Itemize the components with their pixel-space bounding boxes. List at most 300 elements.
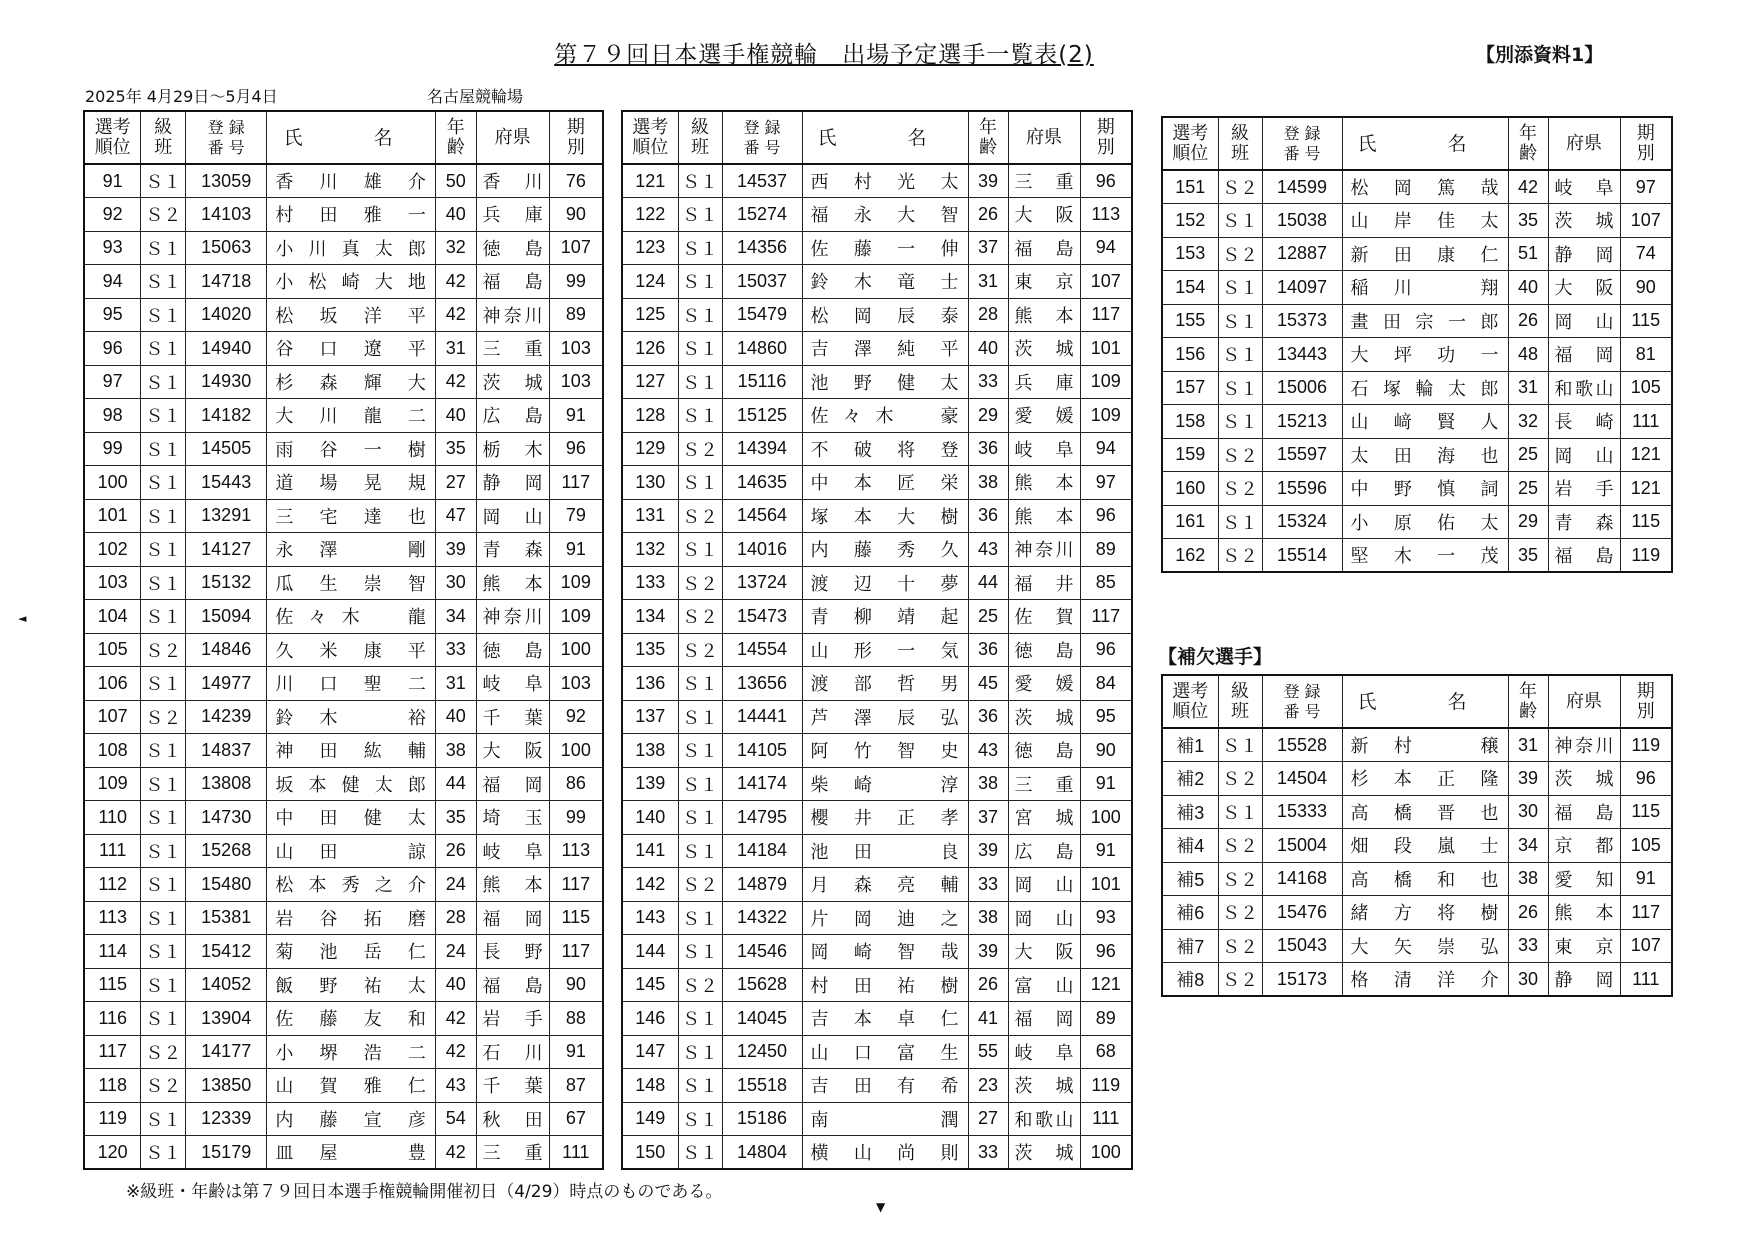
cell-reg-number: 15597 xyxy=(1262,438,1342,472)
cell-prefecture: 静岡 xyxy=(1548,237,1620,271)
cell-period: 89 xyxy=(549,298,603,332)
cell-reg-number: 12339 xyxy=(186,1102,267,1136)
cell-name: 吉田有希 xyxy=(802,1069,968,1103)
cell-age: 36 xyxy=(968,700,1008,734)
cell-reg-number: 15173 xyxy=(1262,963,1342,997)
cell-age: 27 xyxy=(968,1102,1008,1136)
cell-prefecture: 岐阜 xyxy=(476,667,549,701)
table-row xyxy=(622,432,1132,466)
cell-name: 太田海也 xyxy=(1342,438,1508,472)
header-name: 氏 名 xyxy=(1342,117,1508,170)
table-row xyxy=(622,1136,1132,1170)
cell-prefecture: 千葉 xyxy=(476,700,549,734)
header-period: 期 別 xyxy=(1620,117,1672,170)
cell-prefecture: 岡山 xyxy=(476,499,549,533)
cell-age: 35 xyxy=(1508,204,1548,238)
cell-name: 菊池岳仁 xyxy=(267,935,436,969)
cell-name: 松本秀之介 xyxy=(267,868,436,902)
cell-period: 119 xyxy=(1620,728,1672,762)
cell-class: Ｓ２ xyxy=(1218,963,1262,997)
cell-reg-number: 15514 xyxy=(1262,539,1342,573)
table-row xyxy=(622,1102,1132,1136)
cell-rank: 153 xyxy=(1162,237,1218,271)
cell-reg-number: 15006 xyxy=(1262,371,1342,405)
table-row xyxy=(84,566,603,600)
cell-name: 杉森輝大 xyxy=(267,365,436,399)
cell-age: 42 xyxy=(435,1035,476,1069)
cell-period: 117 xyxy=(549,935,603,969)
cell-age: 34 xyxy=(435,600,476,634)
cell-class: Ｓ２ xyxy=(1218,237,1262,271)
cell-reg-number: 15037 xyxy=(722,265,802,299)
cell-age: 42 xyxy=(435,365,476,399)
table-row xyxy=(1162,304,1672,338)
cell-class: Ｓ２ xyxy=(1218,438,1262,472)
cell-reg-number: 14016 xyxy=(722,533,802,567)
cell-rank: 131 xyxy=(622,499,678,533)
cell-class: Ｓ１ xyxy=(678,1069,722,1103)
cell-prefecture: 佐賀 xyxy=(1008,600,1080,634)
cell-reg-number: 15628 xyxy=(722,968,802,1002)
cell-reg-number: 15004 xyxy=(1262,829,1342,863)
header-period: 期 別 xyxy=(1080,111,1132,164)
cell-period: 91 xyxy=(549,399,603,433)
cell-prefecture: 熊本 xyxy=(1008,466,1080,500)
cell-rank: 補6 xyxy=(1162,896,1218,930)
cell-reg-number: 14174 xyxy=(722,767,802,801)
cell-rank: 91 xyxy=(84,164,141,198)
cell-class: Ｓ２ xyxy=(678,633,722,667)
cell-age: 43 xyxy=(968,533,1008,567)
cell-name: 瓜生崇智 xyxy=(267,566,436,600)
cell-prefecture: 茨城 xyxy=(1008,332,1080,366)
cell-period: 121 xyxy=(1080,968,1132,1002)
cell-reg-number: 15473 xyxy=(722,600,802,634)
cell-reg-number: 13291 xyxy=(186,499,267,533)
cell-age: 30 xyxy=(435,566,476,600)
left-arrow-icon: ◄ xyxy=(18,612,27,625)
cell-class: Ｓ１ xyxy=(1218,795,1262,829)
cell-name: 山形一気 xyxy=(802,633,968,667)
cell-reg-number: 15443 xyxy=(186,466,267,500)
cell-period: 85 xyxy=(1080,566,1132,600)
cell-class: Ｓ１ xyxy=(141,466,186,500)
cell-reg-number: 15274 xyxy=(722,198,802,232)
table-row xyxy=(1162,472,1672,506)
cell-age: 38 xyxy=(968,466,1008,500)
header-rank: 選考 順位 xyxy=(1162,117,1218,170)
cell-period: 113 xyxy=(1080,198,1132,232)
cell-name: 櫻井正孝 xyxy=(802,801,968,835)
cell-class: Ｓ１ xyxy=(678,767,722,801)
cell-reg-number: 14837 xyxy=(186,734,267,768)
cell-name: 小原佑太 xyxy=(1342,505,1508,539)
cell-period: 95 xyxy=(1080,700,1132,734)
cell-age: 26 xyxy=(1508,304,1548,338)
cell-reg-number: 15479 xyxy=(722,298,802,332)
cell-rank: 100 xyxy=(84,466,141,500)
cell-prefecture: 福岡 xyxy=(476,767,549,801)
cell-age: 25 xyxy=(1508,472,1548,506)
cell-prefecture: 茨城 xyxy=(1008,1069,1080,1103)
cell-rank: 補2 xyxy=(1162,762,1218,796)
cell-prefecture: 熊本 xyxy=(476,868,549,902)
cell-age: 39 xyxy=(968,164,1008,198)
cell-class: Ｓ１ xyxy=(1218,204,1262,238)
cell-reg-number: 14879 xyxy=(722,868,802,902)
table-row xyxy=(84,801,603,835)
table-row xyxy=(1162,929,1672,963)
cell-reg-number: 14599 xyxy=(1262,170,1342,204)
table-row xyxy=(84,298,603,332)
cell-age: 26 xyxy=(968,968,1008,1002)
header-class: 級 班 xyxy=(141,111,186,164)
table-row xyxy=(1162,539,1672,573)
cell-rank: 130 xyxy=(622,466,678,500)
cell-reg-number: 15125 xyxy=(722,399,802,433)
table-row xyxy=(622,198,1132,232)
cell-reg-number: 14239 xyxy=(186,700,267,734)
cell-rank: 116 xyxy=(84,1002,141,1036)
cell-name: 香川雄介 xyxy=(267,164,436,198)
cell-rank: 133 xyxy=(622,566,678,600)
cell-period: 91 xyxy=(1080,834,1132,868)
cell-class: Ｓ１ xyxy=(141,566,186,600)
cell-class: Ｓ２ xyxy=(1218,862,1262,896)
cell-name: 小松崎大地 xyxy=(267,265,436,299)
cell-period: 90 xyxy=(549,968,603,1002)
cell-prefecture: 石川 xyxy=(476,1035,549,1069)
cell-prefecture: 福岡 xyxy=(1548,338,1620,372)
cell-prefecture: 熊本 xyxy=(1548,896,1620,930)
cell-prefecture: 福島 xyxy=(1548,539,1620,573)
cell-period: 111 xyxy=(1080,1102,1132,1136)
cell-reg-number: 15038 xyxy=(1262,204,1342,238)
cell-period: 115 xyxy=(549,901,603,935)
cell-reg-number: 15213 xyxy=(1262,405,1342,439)
cell-period: 100 xyxy=(549,734,603,768)
roster-table-1 xyxy=(83,110,604,1170)
cell-rank: 160 xyxy=(1162,472,1218,506)
table-row xyxy=(84,734,603,768)
cell-rank: 142 xyxy=(622,868,678,902)
cell-prefecture: 徳島 xyxy=(1008,734,1080,768)
table-row xyxy=(622,1069,1132,1103)
header-reg-number: 登 録 番 号 xyxy=(186,111,267,164)
header-period: 期 別 xyxy=(1620,675,1672,728)
header-period: 期 別 xyxy=(549,111,603,164)
cell-age: 44 xyxy=(968,566,1008,600)
cell-name: 畫田宗一郎 xyxy=(1342,304,1508,338)
cell-class: Ｓ１ xyxy=(678,164,722,198)
cell-period: 107 xyxy=(549,231,603,265)
cell-age: 55 xyxy=(968,1035,1008,1069)
cell-age: 40 xyxy=(435,198,476,232)
cell-prefecture: 東京 xyxy=(1548,929,1620,963)
cell-prefecture: 千葉 xyxy=(476,1069,549,1103)
cell-age: 32 xyxy=(1508,405,1548,439)
cell-reg-number: 15381 xyxy=(186,901,267,935)
cell-period: 96 xyxy=(1080,935,1132,969)
cell-period: 86 xyxy=(549,767,603,801)
cell-name: 塚本大樹 xyxy=(802,499,968,533)
cell-rank: 補4 xyxy=(1162,829,1218,863)
table-row xyxy=(622,935,1132,969)
cell-reg-number: 13904 xyxy=(186,1002,267,1036)
cell-name: 佐々木 龍 xyxy=(267,600,436,634)
cell-age: 39 xyxy=(435,533,476,567)
cell-name: 小堺浩二 xyxy=(267,1035,436,1069)
cell-name: 格清洋介 xyxy=(1342,963,1508,997)
table-row xyxy=(622,533,1132,567)
cell-age: 36 xyxy=(968,499,1008,533)
cell-period: 67 xyxy=(549,1102,603,1136)
cell-name: 吉本卓仁 xyxy=(802,1002,968,1036)
cell-reg-number: 12450 xyxy=(722,1035,802,1069)
cell-age: 42 xyxy=(1508,170,1548,204)
cell-period: 101 xyxy=(1080,332,1132,366)
cell-reg-number: 15186 xyxy=(722,1102,802,1136)
cell-prefecture: 熊本 xyxy=(1008,499,1080,533)
table-row xyxy=(622,298,1132,332)
cell-reg-number: 14795 xyxy=(722,801,802,835)
cell-prefecture: 大阪 xyxy=(1008,198,1080,232)
cell-class: Ｓ１ xyxy=(141,935,186,969)
cell-rank: 107 xyxy=(84,700,141,734)
cell-rank: 105 xyxy=(84,633,141,667)
cell-rank: 99 xyxy=(84,432,141,466)
table-row xyxy=(622,1035,1132,1069)
cell-name: 杉本正隆 xyxy=(1342,762,1508,796)
cell-class: Ｓ１ xyxy=(1218,271,1262,305)
cell-age: 23 xyxy=(968,1069,1008,1103)
cell-rank: 92 xyxy=(84,198,141,232)
table-row xyxy=(1162,271,1672,305)
table-row xyxy=(84,1069,603,1103)
table-row xyxy=(84,834,603,868)
cell-age: 54 xyxy=(435,1102,476,1136)
cell-prefecture: 茨城 xyxy=(1548,762,1620,796)
cell-prefecture: 兵庫 xyxy=(1008,365,1080,399)
cell-reg-number: 14635 xyxy=(722,466,802,500)
cell-rank: 139 xyxy=(622,767,678,801)
cell-prefecture: 長野 xyxy=(476,935,549,969)
cell-period: 100 xyxy=(1080,1136,1132,1170)
cell-rank: 151 xyxy=(1162,170,1218,204)
cell-name: 飯野祐太 xyxy=(267,968,436,1002)
cell-period: 96 xyxy=(1080,633,1132,667)
cell-name: 西村光太 xyxy=(802,164,968,198)
cell-class: Ｓ１ xyxy=(141,432,186,466)
cell-name: 村田祐樹 xyxy=(802,968,968,1002)
cell-class: Ｓ１ xyxy=(141,801,186,835)
document-title: 第７９回日本選手権競輪 出場予定選手一覧表(2) xyxy=(554,42,1094,68)
cell-period: 119 xyxy=(1620,539,1672,573)
cell-name: 月森亮輔 xyxy=(802,868,968,902)
cell-prefecture: 秋田 xyxy=(476,1102,549,1136)
cell-rank: 補1 xyxy=(1162,728,1218,762)
cell-name: 横山尚則 xyxy=(802,1136,968,1170)
cell-class: Ｓ１ xyxy=(1218,728,1262,762)
cell-period: 96 xyxy=(549,432,603,466)
cell-name: 青柳靖起 xyxy=(802,600,968,634)
cell-rank: 132 xyxy=(622,533,678,567)
roster-table-2 xyxy=(621,110,1133,1170)
cell-class: Ｓ２ xyxy=(678,432,722,466)
cell-prefecture: 茨城 xyxy=(1008,1136,1080,1170)
cell-rank: 127 xyxy=(622,365,678,399)
cell-age: 35 xyxy=(435,801,476,835)
cell-reg-number: 14860 xyxy=(722,332,802,366)
cell-name: 中野慎詞 xyxy=(1342,472,1508,506)
cell-rank: 94 xyxy=(84,265,141,299)
cell-rank: 98 xyxy=(84,399,141,433)
cell-rank: 122 xyxy=(622,198,678,232)
cell-reg-number: 14546 xyxy=(722,935,802,969)
cell-reg-number: 15373 xyxy=(1262,304,1342,338)
cell-reg-number: 15179 xyxy=(186,1136,267,1170)
cell-prefecture: 神奈川 xyxy=(476,298,549,332)
cell-name: 福永大智 xyxy=(802,198,968,232)
table-row xyxy=(84,600,603,634)
cell-reg-number: 14505 xyxy=(186,432,267,466)
cell-rank: 150 xyxy=(622,1136,678,1170)
cell-age: 37 xyxy=(968,231,1008,265)
cell-prefecture: 宮城 xyxy=(1008,801,1080,835)
cell-name: 山口富生 xyxy=(802,1035,968,1069)
header-row xyxy=(84,111,603,164)
cell-age: 41 xyxy=(968,1002,1008,1036)
cell-rank: 155 xyxy=(1162,304,1218,338)
cell-age: 37 xyxy=(968,801,1008,835)
cell-period: 97 xyxy=(1080,466,1132,500)
cell-rank: 162 xyxy=(1162,539,1218,573)
cell-age: 43 xyxy=(435,1069,476,1103)
cell-class: Ｓ２ xyxy=(678,600,722,634)
header-prefecture: 府県 xyxy=(1548,117,1620,170)
cell-rank: 112 xyxy=(84,868,141,902)
cell-class: Ｓ１ xyxy=(678,1035,722,1069)
cell-reg-number: 14394 xyxy=(722,432,802,466)
cell-prefecture: 茨城 xyxy=(476,365,549,399)
cell-class: Ｓ１ xyxy=(1218,304,1262,338)
cell-rank: 135 xyxy=(622,633,678,667)
cell-rank: 補7 xyxy=(1162,929,1218,963)
cell-prefecture: 東京 xyxy=(1008,265,1080,299)
cell-age: 26 xyxy=(1508,896,1548,930)
table-row xyxy=(84,633,603,667)
cell-period: 96 xyxy=(1080,164,1132,198)
table-row xyxy=(622,901,1132,935)
cell-reg-number: 14020 xyxy=(186,298,267,332)
cell-age: 33 xyxy=(968,365,1008,399)
cell-prefecture: 福岡 xyxy=(476,901,549,935)
cell-prefecture: 和歌山 xyxy=(1008,1102,1080,1136)
cell-name: 高橋晋也 xyxy=(1342,795,1508,829)
cell-prefecture: 大阪 xyxy=(1008,935,1080,969)
cell-prefecture: 岩手 xyxy=(1548,472,1620,506)
cell-prefecture: 愛媛 xyxy=(1008,399,1080,433)
table-row xyxy=(1162,862,1672,896)
substitutes-table xyxy=(1161,674,1673,997)
table-row xyxy=(622,700,1132,734)
cell-name: 谷口遼平 xyxy=(267,332,436,366)
table-row xyxy=(622,1002,1132,1036)
cell-rank: 110 xyxy=(84,801,141,835)
cell-name: 畑段嵐士 xyxy=(1342,829,1508,863)
cell-rank: 159 xyxy=(1162,438,1218,472)
cell-period: 100 xyxy=(549,633,603,667)
cell-period: 74 xyxy=(1620,237,1672,271)
table-row xyxy=(1162,762,1672,796)
cell-rank: 115 xyxy=(84,968,141,1002)
cell-reg-number: 15412 xyxy=(186,935,267,969)
table-row xyxy=(84,432,603,466)
table-row xyxy=(84,700,603,734)
cell-name: 永澤 剛 xyxy=(267,533,436,567)
cell-rank: 134 xyxy=(622,600,678,634)
cell-prefecture: 茨城 xyxy=(1008,700,1080,734)
cell-class: Ｓ１ xyxy=(141,1102,186,1136)
cell-name: 大川龍二 xyxy=(267,399,436,433)
cell-reg-number: 14554 xyxy=(722,633,802,667)
cell-age: 26 xyxy=(435,834,476,868)
cell-name: 岡崎智哉 xyxy=(802,935,968,969)
cell-period: 103 xyxy=(549,667,603,701)
cell-name: 石塚輪太郎 xyxy=(1342,371,1508,405)
cell-age: 40 xyxy=(968,332,1008,366)
header-class: 級 班 xyxy=(1218,117,1262,170)
cell-period: 119 xyxy=(1080,1069,1132,1103)
cell-rank: 123 xyxy=(622,231,678,265)
header-name: 氏 名 xyxy=(267,111,436,164)
down-arrow-icon: ▼ xyxy=(876,1200,886,1214)
table-row xyxy=(1162,338,1672,372)
cell-period: 96 xyxy=(1620,762,1672,796)
cell-age: 31 xyxy=(1508,728,1548,762)
header-reg-number: 登 録 番 号 xyxy=(722,111,802,164)
cell-period: 90 xyxy=(1620,271,1672,305)
cell-class: Ｓ２ xyxy=(141,633,186,667)
cell-reg-number: 13059 xyxy=(186,164,267,198)
cell-reg-number: 14537 xyxy=(722,164,802,198)
header-class: 級 班 xyxy=(678,111,722,164)
cell-name: 堅木一茂 xyxy=(1342,539,1508,573)
cell-rank: 97 xyxy=(84,365,141,399)
table-row xyxy=(1162,896,1672,930)
cell-age: 28 xyxy=(435,901,476,935)
cell-class: Ｓ１ xyxy=(678,901,722,935)
cell-period: 111 xyxy=(1620,963,1672,997)
cell-age: 31 xyxy=(968,265,1008,299)
cell-period: 94 xyxy=(1080,432,1132,466)
cell-reg-number: 15480 xyxy=(186,868,267,902)
table-row xyxy=(622,499,1132,533)
cell-class: Ｓ１ xyxy=(141,399,186,433)
cell-age: 32 xyxy=(435,231,476,265)
cell-prefecture: 愛媛 xyxy=(1008,667,1080,701)
cell-reg-number: 14441 xyxy=(722,700,802,734)
cell-class: Ｓ１ xyxy=(678,1136,722,1170)
cell-reg-number: 15132 xyxy=(186,566,267,600)
cell-age: 33 xyxy=(435,633,476,667)
cell-age: 34 xyxy=(1508,829,1548,863)
cell-prefecture: 三重 xyxy=(1008,164,1080,198)
cell-prefecture: 三重 xyxy=(476,332,549,366)
cell-class: Ｓ１ xyxy=(141,533,186,567)
cell-rank: 111 xyxy=(84,834,141,868)
cell-period: 117 xyxy=(1080,600,1132,634)
